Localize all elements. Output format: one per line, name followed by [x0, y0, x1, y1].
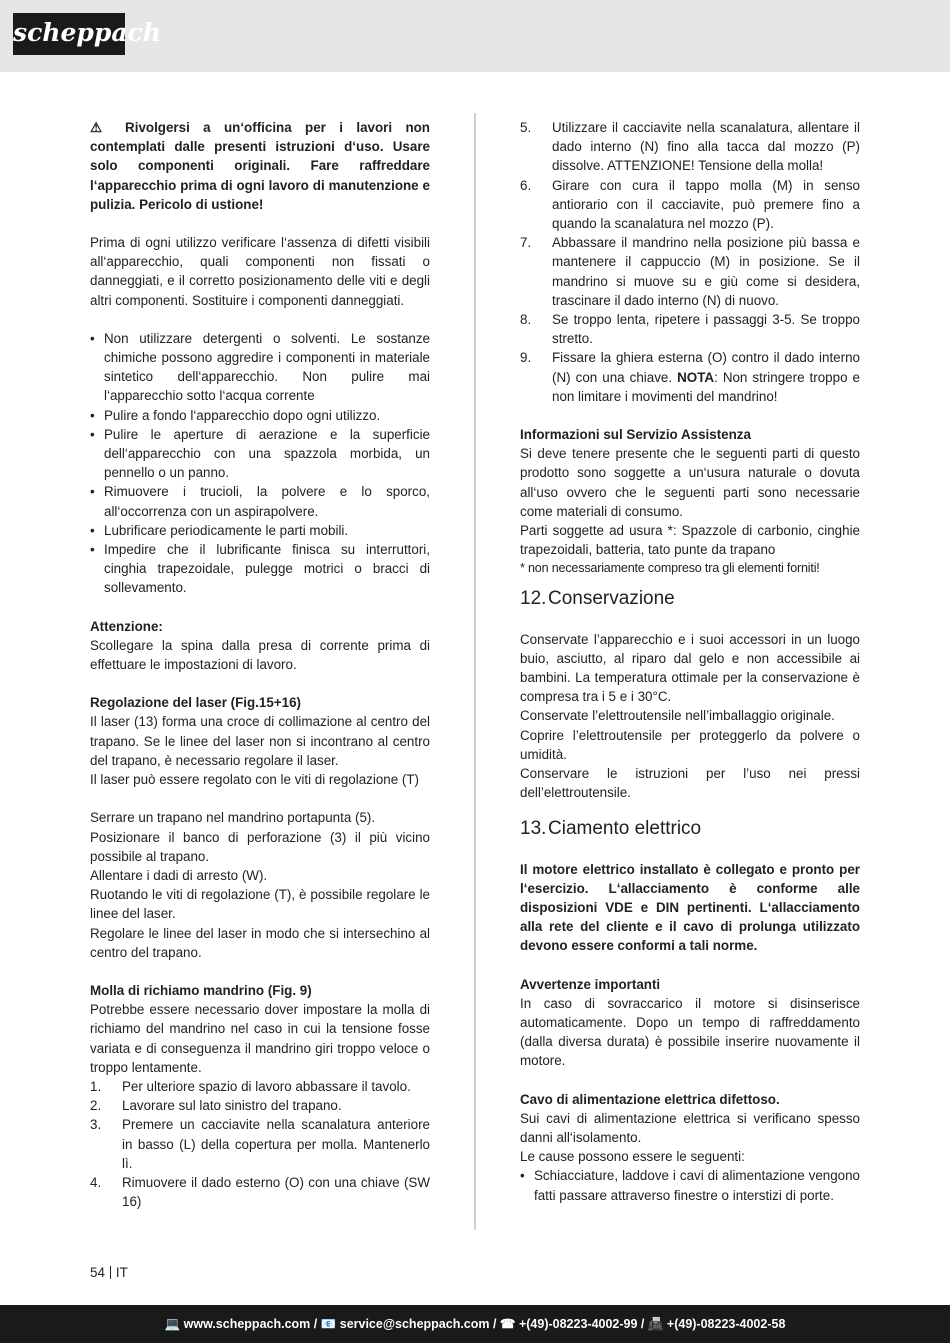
warnings-text: In caso di sovraccarico il motore si disinserisce automaticamente. Dopo un tempo di raffreddamento (dalla diversa durata) è possibile inserire nuovamente il motore.	[520, 995, 860, 1069]
list-item: 5. Utilizzare il cacciavite nella scanalatura, allentare il dado interno (N) fino alla tacca dal mozzo (P) dissolve. ATTENZIONE! Tensione della molla!	[520, 120, 860, 174]
storage-text: Conservate l’elettroutensile nell’imballaggio originale.	[520, 708, 835, 724]
cleaning-list	[90, 329, 430, 598]
spring-text: Potrebbe essere necessario dover impostare la molla di richiamo del mandrino nel caso in cui la tensione fosse variata e di conseguenza il mandrino giri troppo veloce o troppo lentamente.	[90, 1002, 430, 1075]
page-footer	[0, 1305, 950, 1343]
list-item: 8. Se troppo lenta, ripetere i passaggi 3-5. Se troppo stretto.	[520, 312, 860, 347]
nota-label: NOTA	[677, 369, 715, 385]
laser-step: Posizionare il banco di perforazione (3) il più vicino possibile al trapano.	[90, 829, 430, 864]
attention-text: Scollegare la spina dalla presa di corrente prima di effettuare le impostazioni di lavoro.	[90, 637, 430, 673]
storage-text: Conservare le istruzioni per l’uso nei pressi dell’elettroutensile.	[520, 766, 860, 801]
list-item: 3. Premere un cacciavite nella scanalatura anteriore in basso (L) della copertura per molla. Mantenerlo lì.	[90, 1117, 430, 1171]
page-number: 54 IT	[90, 1265, 128, 1280]
warnings-heading: Avvertenze importanti	[520, 976, 661, 992]
cable-text: Sui cavi di alimentazione elettrica si verificano spesso danni all‘isolamento.	[520, 1110, 860, 1145]
right-column	[520, 118, 860, 1205]
footer-contact: 💻 www.scheppach.com / 📧 service@scheppach.com / ☎ +(49)-08223-4002-99 / 📠 +(49)-08223-4002-58	[164, 1317, 786, 1331]
column-divider	[474, 113, 476, 1230]
spring-steps-continued	[520, 118, 860, 406]
check-paragraph: Prima di ogni utilizzo verificare l‘assenza di difetti visibili all‘apparecchio, quali componenti non fissati o danneggiati, e il corretto posizionamento delle viti e degli altri componenti. Sostituire i componenti danneggiati.	[90, 235, 430, 308]
service-text: Si deve tenere presente che le seguenti parti di questo prodotto sono soggette a un‘usura naturale o dovuta all‘uso ovvero che le seguenti parti sono necessarie come materiali di consumo.	[520, 446, 860, 519]
list-item: • Lubrificare periodicamente le parti mobili.	[90, 521, 430, 540]
electric-connection-text: Il motore elettrico installato è collegato e pronto per l‘esercizio. L‘allacciamento è conforme alle disposizioni VDE e DIN pertinenti. L‘allacciamento alla rete del cliente e il cavo di prolunga utilizzato devono essere conformi a tali norme.	[520, 861, 860, 954]
cable-causes-list	[520, 1166, 860, 1204]
list-item: • Rimuovere i trucioli, la polvere e lo sporco, all‘occorrenza con un aspirapolvere.	[90, 482, 430, 520]
storage-text: Conservate l’apparecchio e i suoi accessori in un luogo buio, asciutto, al riparo dal gelo e non accessibile ai bambini. La temperatura ottimale per la conservazione è compresa tra i 5 e i 30°C.	[520, 631, 860, 705]
section-heading-allacciamento: 13.Ciamento elettrico	[520, 817, 702, 839]
warning-paragraph	[90, 118, 430, 214]
laser-step: Ruotando le viti di regolazione (T), è possibile regolare le linee del laser.	[90, 887, 430, 922]
section-heading-conservazione: 12.Conservazione	[520, 587, 675, 609]
list-item: 9. Fissare la ghiera esterna (O) contro il dado interno (N) con una chiave. NOTA: Non stringere troppo e non limitare i movimenti del mandrino!	[520, 350, 861, 404]
list-item: 1. Per ulteriore spazio di lavoro abbassare il tavolo.	[90, 1078, 411, 1094]
service-heading: Informazioni sul Servizio Assistenza	[520, 427, 751, 443]
brand-logo: scheppach	[13, 13, 125, 55]
list-item: 2. Lavorare sul lato sinistro del trapano.	[90, 1098, 342, 1114]
spring-steps	[90, 1077, 430, 1211]
list-item: • Pulire le aperture di aerazione e la superficie dell‘apparecchio con una spazzola morbida, un pennello o un panno.	[90, 425, 430, 483]
laser-step: Allentare i dadi di arresto (W).	[90, 867, 268, 883]
laser-step: Serrare un trapano nel mandrino portapunta (5).	[90, 810, 376, 826]
list-item: • Impedire che il lubrificante finisca su interruttori, cinghia trapezoidale, pulegge motrici o bracci di sollevamento.	[90, 540, 430, 598]
list-item: • Schiacciature, laddove i cavi di alimentazione vengono fatti passare attraverso finestre o interstizi di porte.	[520, 1166, 860, 1204]
warning-icon: ⚠	[90, 120, 112, 135]
left-column	[90, 118, 430, 1211]
cable-text: Le cause possono essere le seguenti:	[520, 1149, 745, 1165]
attention-heading: Attenzione:	[90, 618, 163, 634]
laser-text-2: Il laser può essere regolato con le viti di regolazione (T)	[90, 772, 419, 788]
laser-step: Regolare le linee del laser in modo che si intersechino al centro del trapano.	[90, 925, 430, 960]
list-item: 6. Girare con cura il tappo molla (M) in senso antiorario con il cacciavite, può premere fino a quando la scanalatura nel mozzo (P).	[520, 177, 860, 232]
storage-text: Coprire l’elettroutensile per proteggerlo da polvere o umidità.	[520, 727, 860, 762]
list-item: 7. Abbassare il mandrino nella posizione più bassa e mantenere il cappuccio (M) in posizione. Se il mandrino si muove su e giù come si desidera, trascinare il dado interno (N) di nuovo.	[520, 235, 860, 308]
cable-heading: Cavo di alimentazione elettrica difettoso.	[520, 1091, 780, 1107]
laser-heading: Regolazione del laser (Fig.15+16)	[90, 695, 301, 711]
list-item: 4. Rimuovere il dado esterno (O) con una chiave (SW 16)	[90, 1174, 430, 1210]
service-note: * non necessariamente compreso tra gli elementi forniti!	[520, 561, 820, 576]
page-header	[0, 0, 950, 72]
warning-text: Rivolgersi a un‘officina per i lavori non contemplati dalle presenti istruzioni d‘uso. Usare solo componenti originali. Fare raffreddare l‘apparecchio prima di ogni lavoro di manutenzione e pulizia. Pericolo di ustione!	[90, 120, 430, 212]
list-item: • Non utilizzare detergenti o solventi. Le sostanze chimiche possono aggredire i componenti in materiale sintetico dell‘apparecchio. Non pulire mai l‘apparecchio sotto l‘acqua corrente	[90, 329, 430, 406]
laser-text: Il laser (13) forma una croce di collimazione al centro del trapano. Se le linee del laser non si incontrano al centro del trapano, è necessario regolare il laser.	[90, 714, 430, 768]
service-parts: Parti soggette ad usura *: Spazzole di carbonio, cinghie trapezoidali, batteria, tato punte da trapano	[520, 523, 860, 558]
list-item: • Pulire a fondo l‘apparecchio dopo ogni utilizzo.	[90, 406, 430, 425]
spring-heading: Molla di richiamo mandrino (Fig. 9)	[90, 982, 312, 998]
